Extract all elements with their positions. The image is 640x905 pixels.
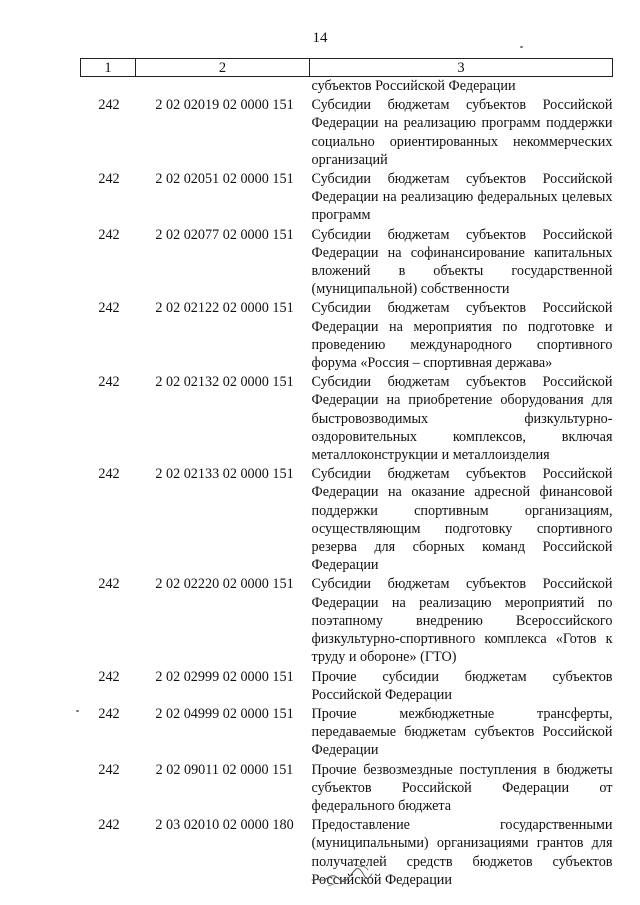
revenue-description: Прочие субсидии бюджетам субъектов Российской Федерации (311, 668, 613, 703)
revenue-code: 2 02 09011 02 0000 151 (155, 761, 294, 778)
table-row (81, 704, 613, 760)
revenue-description: Прочие межбюджетные трансферты, передаваемые бюджетам субъектов Российской Федерации (311, 705, 613, 759)
admin-code: 242 (98, 668, 120, 685)
table-row (81, 574, 613, 666)
table-header-row (81, 59, 613, 77)
revenue-description: Субсидии бюджетам субъектов Российской Федерации на софинансирование капитальных вложений в объекты государственной (муниципальной) собственности (311, 226, 613, 298)
admin-code: 242 (98, 466, 120, 483)
admin-code: 242 (98, 576, 120, 593)
admin-code: 242 (98, 761, 120, 778)
revenue-code: 2 02 02122 02 0000 151 (155, 300, 294, 317)
table-row (81, 225, 613, 299)
table-row (81, 169, 613, 225)
revenue-code: 2 02 02133 02 0000 151 (155, 466, 294, 483)
admin-code: 242 (98, 97, 120, 114)
admin-code: 242 (98, 817, 120, 834)
revenue-code: 2 02 02051 02 0000 151 (155, 171, 294, 188)
revenue-description: Субсидии бюджетам субъектов Российской Федерации на реализацию мероприятий по поэтапному внедрению Всероссийского физкультурно-спортивного комплекса «Готов к труду и обороне» (ГТО) (311, 576, 613, 666)
revenue-code: 2 02 02132 02 0000 151 (155, 374, 294, 391)
revenue-codes-table (80, 58, 613, 889)
revenue-description: Предоставление государственными (муниципальными) организациями грантов для получателей средств бюджетов субъектов Российской Федерации (311, 817, 613, 888)
column-header-1: 1 (81, 59, 136, 77)
admin-code: 242 (98, 226, 120, 243)
revenue-code: 2 03 02010 02 0000 180 (155, 817, 294, 834)
scan-speck (76, 710, 79, 712)
table-row (81, 464, 613, 574)
revenue-code: 2 02 02077 02 0000 151 (155, 226, 294, 243)
admin-code: 242 (98, 374, 120, 391)
table-row (81, 760, 613, 816)
revenue-code: 2 02 02019 02 0000 151 (155, 97, 294, 114)
table-row (81, 372, 613, 464)
admin-code: 242 (98, 705, 120, 722)
column-header-2: 2 (136, 59, 310, 77)
revenue-description: Субсидии бюджетам субъектов Российской Федерации на приобретение оборудования для быстровозводимых физкультурно-оздоровительных комплексов, включая металлоконструкции и металлоизделия (311, 374, 613, 464)
admin-code: 242 (98, 300, 120, 317)
revenue-description: Субсидии бюджетам субъектов Российской Федерации на реализацию федеральных целевых программ (311, 171, 613, 224)
revenue-description: Субсидии бюджетам субъектов Российской Федерации на реализацию программ поддержки социально ориентированных некоммерческих организаций (311, 97, 613, 168)
table-row (81, 298, 613, 372)
signature-scribble (308, 858, 388, 892)
revenue-code: 2 02 02220 02 0000 151 (155, 576, 294, 593)
scan-speck (520, 46, 523, 48)
continuation-row (81, 77, 613, 96)
table-row (81, 95, 613, 169)
admin-code: 242 (98, 171, 120, 188)
table-row (81, 667, 613, 704)
revenue-code: 2 02 04999 02 0000 151 (155, 705, 294, 722)
revenue-code: 2 02 02999 02 0000 151 (155, 668, 294, 685)
continuation-text: субъектов Российской Федерации (311, 78, 516, 94)
revenue-description: Субсидии бюджетам субъектов Российской Федерации на оказание адресной финансовой поддержки спортивным организациям, осуществляющим подготовку спортивного резерва для сборных команд Российской Федерации (311, 466, 613, 574)
revenue-description: Субсидии бюджетам субъектов Российской Федерации на мероприятия по подготовке и проведению международного спортивного форума «Россия – спортивная держава» (311, 300, 613, 372)
column-header-3: 3 (310, 59, 613, 77)
revenue-description: Прочие безвозмездные поступления в бюджеты субъектов Российской Федерации от федерального бюджета (311, 761, 613, 814)
page-number: 14 (312, 30, 328, 46)
